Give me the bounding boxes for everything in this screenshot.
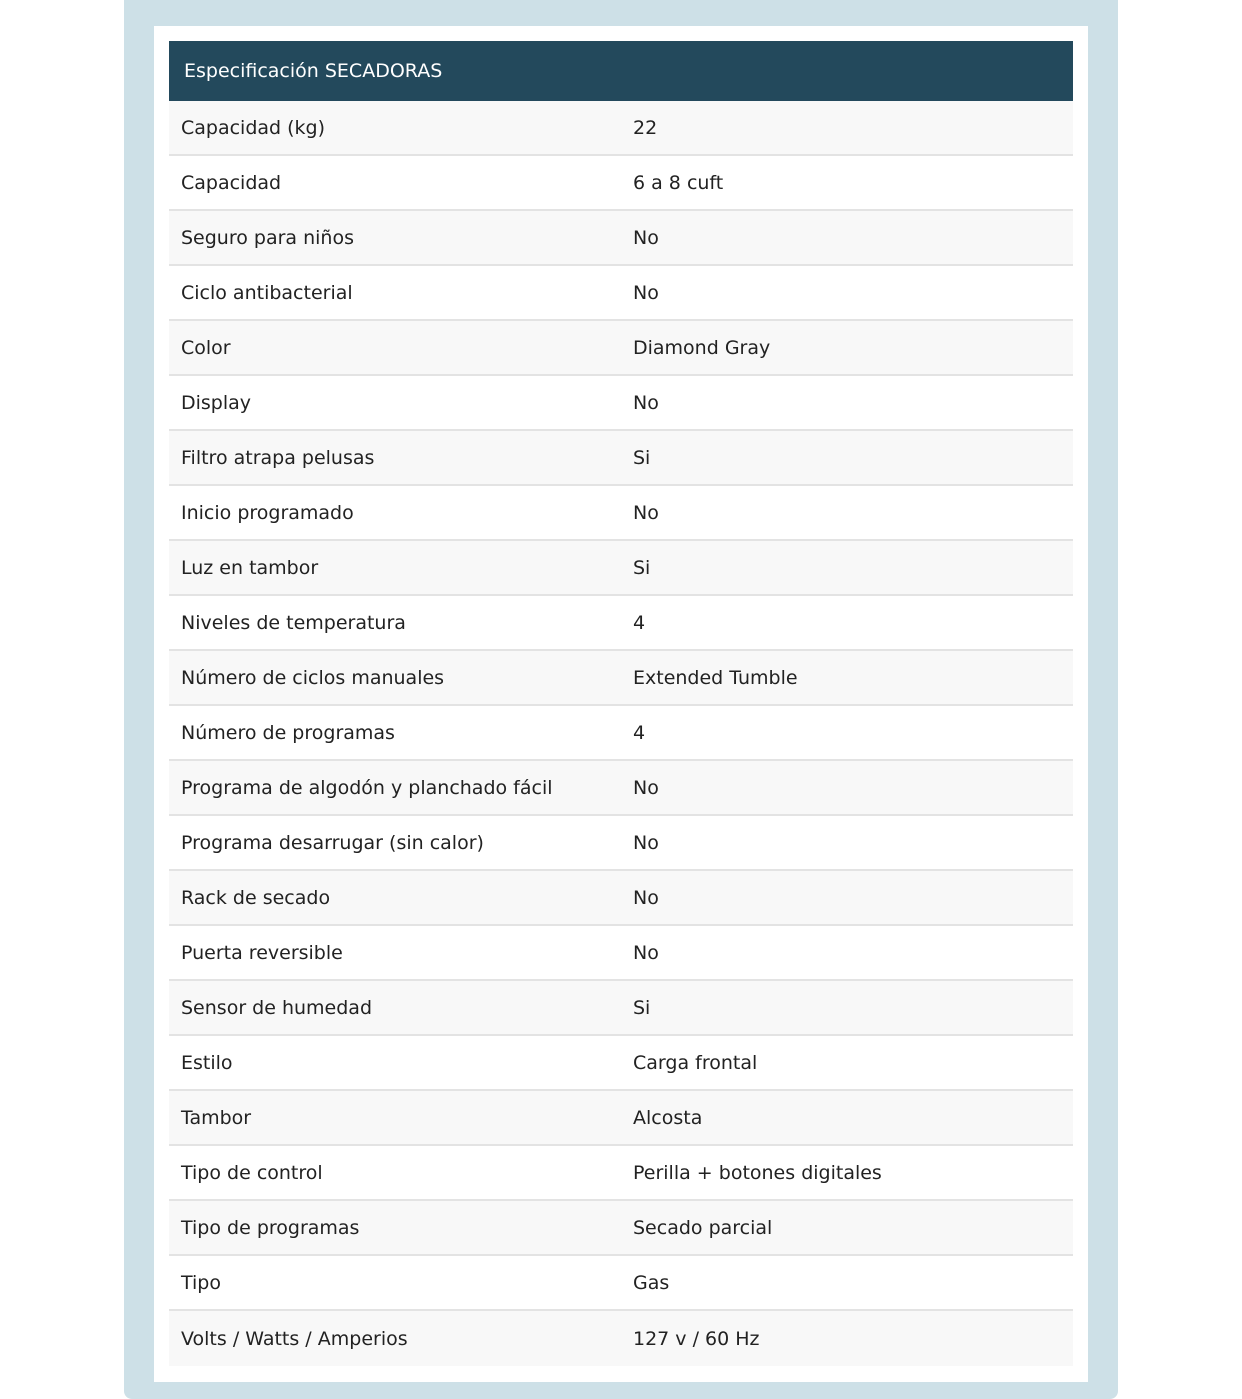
spec-card <box>154 26 1088 1382</box>
spec-row <box>169 926 1073 981</box>
spec-row <box>169 1311 1073 1366</box>
spec-value: Si <box>633 556 651 579</box>
spec-table-title: Especificación SECADORAS <box>169 41 1073 101</box>
spec-label: Capacidad <box>181 171 282 194</box>
spec-row <box>169 1036 1073 1091</box>
spec-row <box>169 871 1073 926</box>
spec-value: Diamond Gray <box>633 336 771 359</box>
spec-row <box>169 321 1073 376</box>
spec-label: Capacidad (kg) <box>181 116 326 139</box>
spec-value: No <box>633 776 659 799</box>
spec-row <box>169 596 1073 651</box>
spec-row <box>169 816 1073 871</box>
spec-row <box>169 1091 1073 1146</box>
spec-value: Si <box>633 446 651 469</box>
spec-row <box>169 1146 1073 1201</box>
spec-row <box>169 266 1073 321</box>
spec-label: Programa de algodón y planchado fácil <box>181 776 553 799</box>
spec-label: Seguro para niños <box>181 226 354 249</box>
spec-label: Estilo <box>181 1051 233 1074</box>
spec-label: Tipo de programas <box>181 1216 360 1239</box>
spec-label: Niveles de temperatura <box>181 611 406 634</box>
spec-row <box>169 541 1073 596</box>
spec-label: Ciclo antibacterial <box>181 281 353 304</box>
spec-value: 4 <box>633 721 646 744</box>
spec-value: 6 a 8 cuft <box>633 171 724 194</box>
spec-label: Número de ciclos manuales <box>181 666 445 689</box>
spec-value: 4 <box>633 611 646 634</box>
spec-label: Tambor <box>181 1106 252 1129</box>
spec-value: No <box>633 281 659 304</box>
spec-label: Sensor de humedad <box>181 996 373 1019</box>
spec-label: Filtro atrapa pelusas <box>181 446 375 469</box>
spec-label: Tipo <box>181 1271 221 1294</box>
page-frame <box>124 0 1118 1399</box>
spec-row <box>169 1201 1073 1256</box>
spec-row <box>169 706 1073 761</box>
spec-value: Extended Tumble <box>633 666 798 689</box>
spec-table-body <box>169 101 1073 1366</box>
spec-value: Alcosta <box>633 1106 703 1129</box>
spec-value: Perilla + botones digitales <box>633 1161 882 1184</box>
spec-row <box>169 431 1073 486</box>
spec-label: Color <box>181 336 231 359</box>
spec-value: Carga frontal <box>633 1051 758 1074</box>
spec-label: Rack de secado <box>181 886 331 909</box>
spec-label: Luz en tambor <box>181 556 319 579</box>
spec-row <box>169 211 1073 266</box>
spec-value: No <box>633 831 659 854</box>
spec-label: Inicio programado <box>181 501 354 524</box>
spec-value: No <box>633 501 659 524</box>
spec-row <box>169 651 1073 706</box>
spec-label: Programa desarrugar (sin calor) <box>181 831 484 854</box>
spec-value: No <box>633 941 659 964</box>
spec-row <box>169 1256 1073 1311</box>
spec-value: No <box>633 886 659 909</box>
spec-value: No <box>633 391 659 414</box>
spec-row <box>169 761 1073 816</box>
spec-label: Display <box>181 391 252 414</box>
spec-row <box>169 156 1073 211</box>
spec-label: Número de programas <box>181 721 395 744</box>
spec-value: Secado parcial <box>633 1216 773 1239</box>
spec-row <box>169 981 1073 1036</box>
spec-table <box>169 41 1073 1366</box>
spec-row <box>169 376 1073 431</box>
spec-row <box>169 486 1073 541</box>
spec-label: Tipo de control <box>181 1161 323 1184</box>
spec-value: Si <box>633 996 651 1019</box>
spec-value: Gas <box>633 1271 670 1294</box>
spec-row <box>169 101 1073 156</box>
spec-label: Puerta reversible <box>181 941 343 964</box>
spec-value: 127 v / 60 Hz <box>633 1327 760 1350</box>
spec-value: 22 <box>633 116 658 139</box>
spec-value: No <box>633 226 659 249</box>
spec-label: Volts / Watts / Amperios <box>181 1327 408 1350</box>
